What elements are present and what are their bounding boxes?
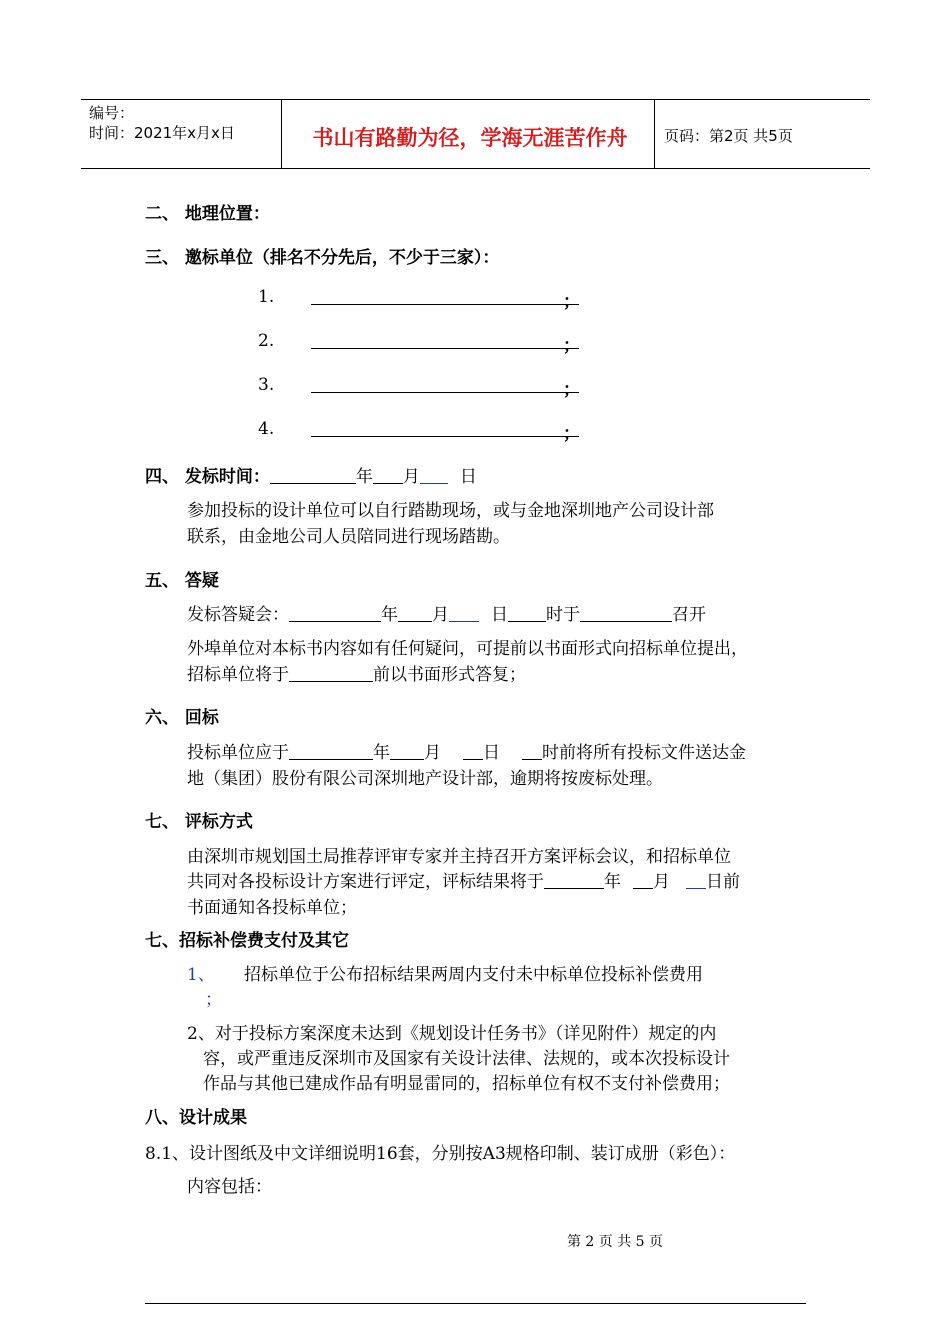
at-label: 时于: [546, 605, 580, 625]
blank: [544, 871, 604, 889]
compensation-item-1-semicolon: ；: [205, 990, 222, 1010]
compensation-item-2-line2: 容，或严重违反深圳市及国家有关设计法律、法规的，或本次投标设计: [203, 1049, 730, 1069]
section-7-title: 七、 评标方式: [145, 812, 253, 832]
blank: [508, 604, 546, 622]
compensation-item-1-text: 招标单位于公布招标结果两周内支付未中标单位投标补偿费用: [244, 965, 703, 985]
day-label: 日前: [706, 872, 740, 892]
section-4-para1: 参加投标的设计单位可以自行踏勘现场，或与金地深圳地产公司设计部: [187, 501, 714, 521]
bidder-item-number: 3.: [258, 375, 275, 395]
eval-text: 共同对各投标设计方案进行评定，评标结果将于: [187, 872, 544, 892]
day-label: 日: [483, 743, 500, 763]
section-5-para2: [187, 660, 526, 685]
blank: [449, 604, 479, 622]
month-label: 月: [402, 467, 420, 487]
section-7-para3: 书面通知各投标单位；: [187, 898, 357, 918]
section-7-para2: [187, 867, 740, 892]
bidder-item-number: 2.: [258, 331, 275, 351]
return-label: 投标单位应于: [187, 743, 289, 763]
section-6-title: 六、 回标: [145, 708, 219, 728]
bidder-semicolon: ；: [563, 424, 580, 444]
compensation-item-2-line1: 2、对于投标方案深度未达到《规划设计任务书》（详见附件）规定的内: [187, 1024, 717, 1044]
month-label: 月: [424, 743, 441, 763]
blank: [270, 466, 356, 484]
section-6-para2: 地（集团）股份有限公司深圳地产设计部，逾期将按废标处理。: [187, 769, 663, 789]
month-label: 月: [653, 872, 670, 892]
bidder-semicolon: ；: [563, 380, 580, 400]
blank: [398, 604, 432, 622]
section-8-title: 八、设计成果: [145, 1108, 247, 1128]
blank: [390, 742, 424, 760]
compensation-item-1-number: 1、: [187, 965, 215, 985]
section-7-para1: 由深圳市规划国土局推荐评审专家并主持召开方案评标会议，和招标单位: [187, 847, 731, 867]
section-5-title: 五、 答疑: [145, 571, 219, 591]
blank: [289, 742, 373, 760]
section-6-line1: [187, 738, 746, 763]
header-motto: 书山有路勤为径，学海无涯苦作舟: [312, 126, 628, 150]
header-page-info: 页码：第2页 共5页: [664, 127, 793, 145]
section-5-para1: 外埠单位对本标书内容如有任何疑问，可提前以书面形式向招标单位提出，: [187, 639, 748, 659]
footer-page-number: 第 2 页 共 5 页: [566, 1234, 664, 1250]
month-label: 月: [432, 605, 449, 625]
bidder-semicolon: ；: [563, 336, 580, 356]
section-7b-title: 七、招标补偿费支付及其它: [145, 931, 349, 951]
blank: [289, 604, 381, 622]
blank: [420, 466, 448, 484]
blank: [580, 604, 672, 622]
section-4-title: 四、 发标时间：: [145, 467, 270, 487]
footer-rule: [145, 1303, 806, 1304]
header-divider: [281, 100, 282, 168]
day-label: 日: [459, 467, 477, 487]
blank: [373, 466, 403, 484]
section-3-title: 三、 邀标单位（排名不分先后，不少于三家）：: [145, 248, 500, 268]
section-2-title: 二、 地理位置：: [145, 204, 270, 224]
time-label: 时间：2021年x月x日: [89, 124, 235, 142]
number-label: 编号：: [89, 104, 135, 122]
blank: [463, 742, 483, 760]
reply-rest: 前以书面形式答复；: [373, 665, 526, 685]
year-label: 年: [381, 605, 398, 625]
bidder-blank-line: [311, 348, 579, 349]
section-8-line1: 8.1、设计图纸及中文详细说明16套，分别按A3规格印制、装订成册（彩色）：: [145, 1144, 736, 1164]
bidder-blank-line: [311, 392, 579, 393]
bidder-blank-line: [311, 436, 579, 437]
qa-label: 发标答疑会：: [187, 605, 289, 625]
section-4-para2: 联系，由金地公司人员陪同进行现场踏勘。: [187, 527, 510, 547]
section-5-line1: [187, 600, 706, 625]
bidder-blank-line: [311, 304, 579, 305]
year-label: 年: [604, 872, 621, 892]
day-label: 日: [491, 605, 508, 625]
header-left: [89, 103, 235, 143]
year-label: 年: [355, 467, 373, 487]
section-4-line: [145, 462, 477, 487]
return-rest: 时前将所有投标文件送达金: [542, 743, 746, 763]
blank: [289, 664, 373, 682]
blank: [522, 742, 542, 760]
year-label: 年: [373, 743, 390, 763]
compensation-item-2-line3: 作品与其他已建成作品有明显雷同的，招标单位有权不支付补偿费用；: [203, 1074, 730, 1094]
header-table: [81, 99, 870, 169]
bidder-item-number: 1.: [258, 287, 275, 307]
blank: [686, 871, 706, 889]
open-label: 召开: [672, 605, 706, 625]
header-divider: [654, 100, 655, 168]
reply-label: 招标单位将于: [187, 665, 289, 685]
bidder-item-number: 4.: [258, 419, 275, 439]
blank: [633, 871, 653, 889]
bidder-semicolon: ；: [563, 292, 580, 312]
section-8-line2: 内容包括：: [187, 1177, 272, 1197]
